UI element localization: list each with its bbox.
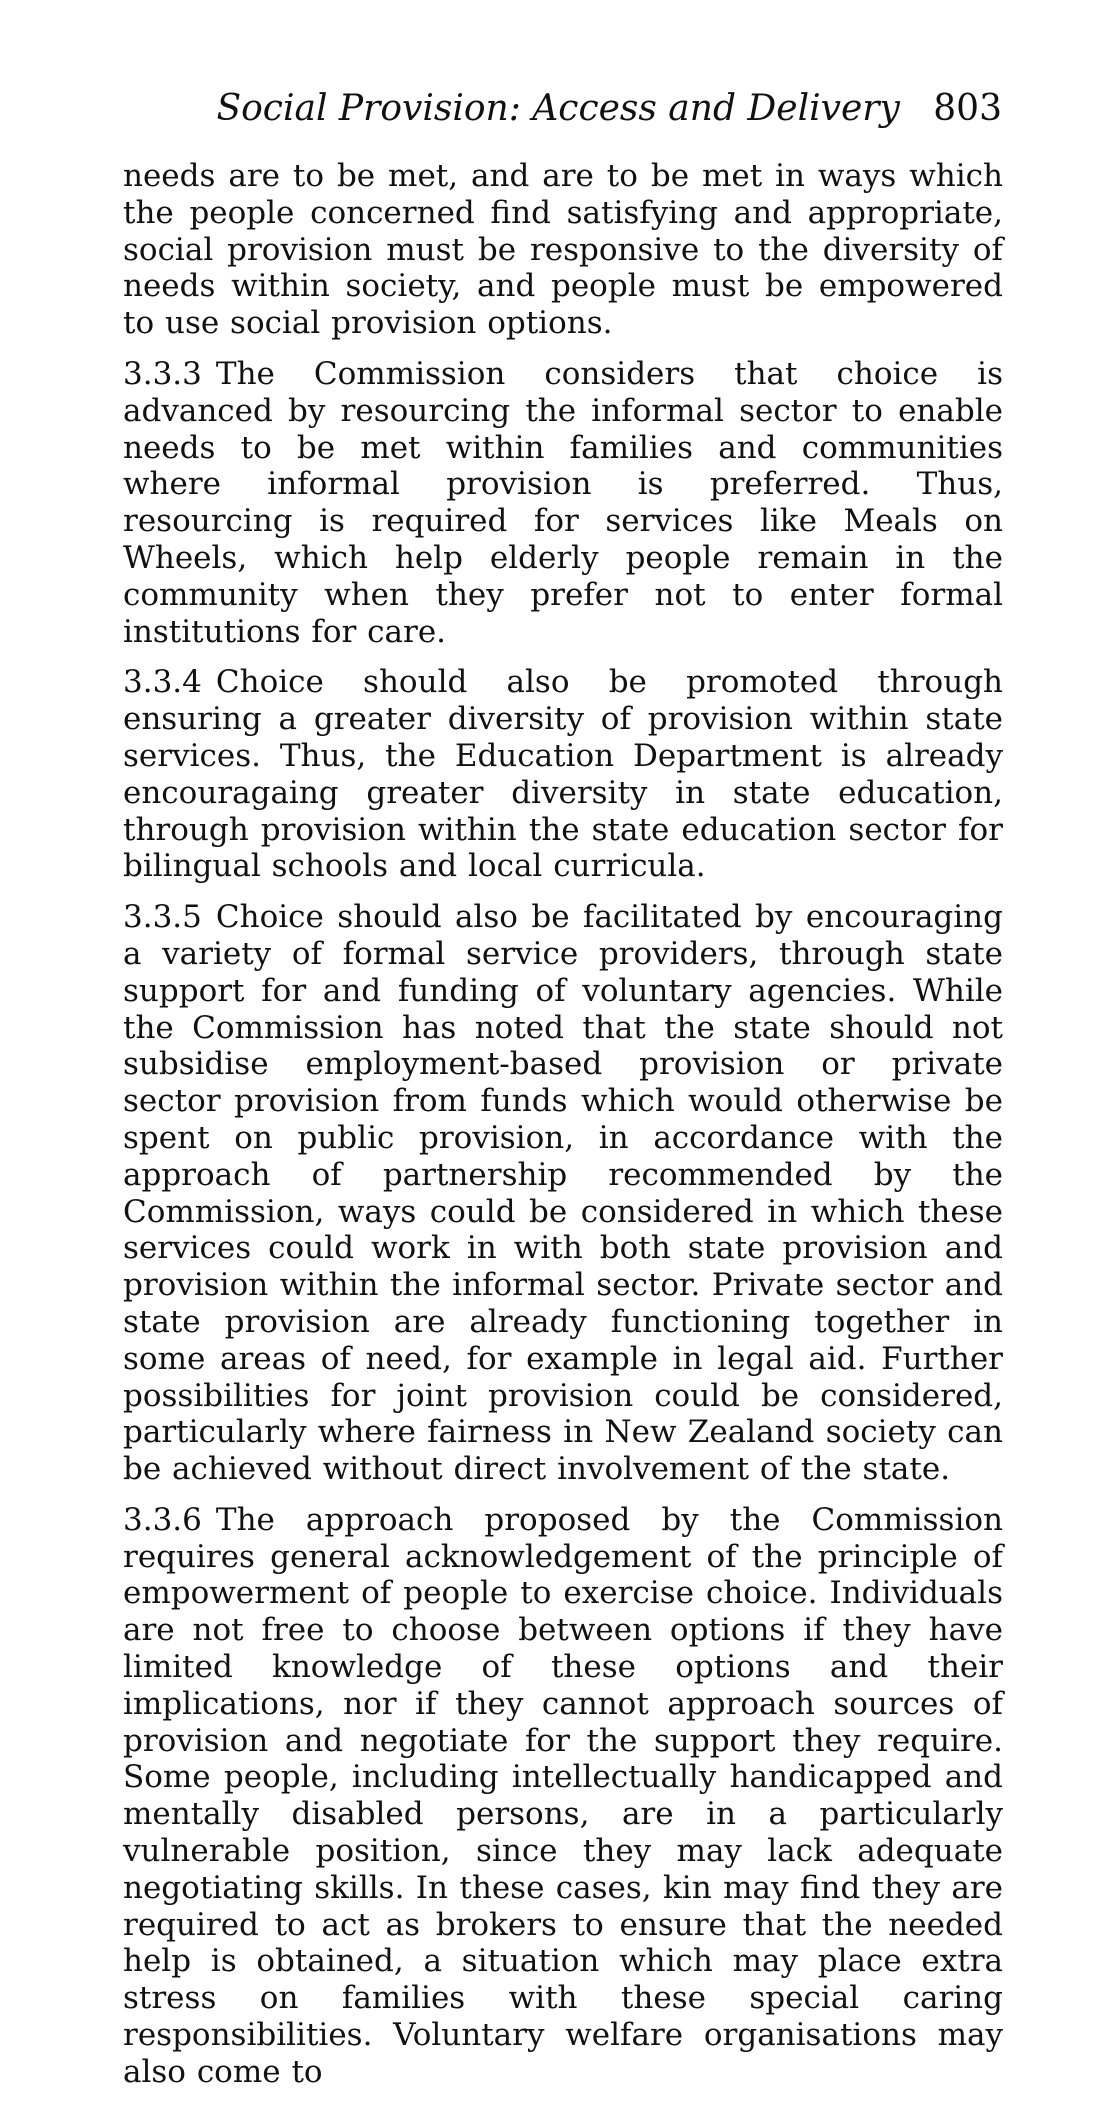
body-text (123, 158, 1003, 2105)
paragraph-3-3-6 (123, 1502, 1003, 2091)
paragraph-text: Choice should also be facilitated by encouraging a variety of formal service providers, through state support for and funding of voluntary agencies. While the Commission has noted that the state should not subsidise employment-based provision or private sector provision from funds which would otherwise be spent on public provision, in accordance with the approach of partnership recommended by the Commission, ways could be considered in which these services could work in with both state provision and provision within the informal sector. Private sector and state provision are already functioning together in some areas of need, for example in legal aid. Further possibilities for joint provision could be considered, particularly where fairness in New Zealand society can be achieved without direct involvement of the state. (123, 899, 1003, 1488)
paragraph-number: 3.3.3 (123, 355, 202, 392)
paragraph-text: needs are to be met, and are to be met in ways which the people concerned find satisfying and appropriate, social provision must be responsive to the diversity of needs within society, and people must be empowered to use social provision options. (123, 158, 1003, 342)
paragraph-number: 3.3.6 (123, 1501, 202, 1538)
paragraph-text: Choice should also be promoted through ensuring a greater diversity of provision within state services. Thus, the Education Department is already encouragaing greater diversity in state education, through provision within the state education sector for bilingual schools and local curricula. (123, 664, 1003, 885)
page-number: 803 (933, 88, 1002, 129)
paragraph-3-3-5 (123, 899, 1003, 1488)
paragraph-continuation (123, 158, 1003, 342)
paragraph-3-3-3 (123, 356, 1003, 650)
running-title: Social Provision: Access and Delivery (216, 88, 900, 129)
running-header (216, 88, 1002, 130)
paragraph-number: 3.3.5 (123, 899, 202, 936)
paragraph-number: 3.3.4 (123, 664, 202, 701)
paragraph-text: The Commission considers that choice is advanced by resourcing the informal sector to enable needs to be met within families and communities where informal provision is preferred. Thus, resourcing is required for services like Meals on Wheels, which help elderly people remain in the community when they prefer not to enter formal institutions for care. (123, 355, 1003, 650)
paragraph-text: The approach proposed by the Commission requires general acknowledgement of the principle of empowerment of people to exercise choice. Individuals are not free to choose between options if they have limited knowledge of these options and their implications, nor if they cannot approach sources of provision and negotiate for the support they require. Some people, including intellectually handicapped and mentally disabled persons, are in a particularly vulnerable position, since they may lack adequate negotiating skills. In these cases, kin may find they are required to act as brokers to ensure that the needed help is obtained, a situation which may place extra stress on families with these special caring responsibilities. Voluntary welfare organisations may also come to (123, 1501, 1003, 2090)
paragraph-3-3-4 (123, 664, 1003, 885)
